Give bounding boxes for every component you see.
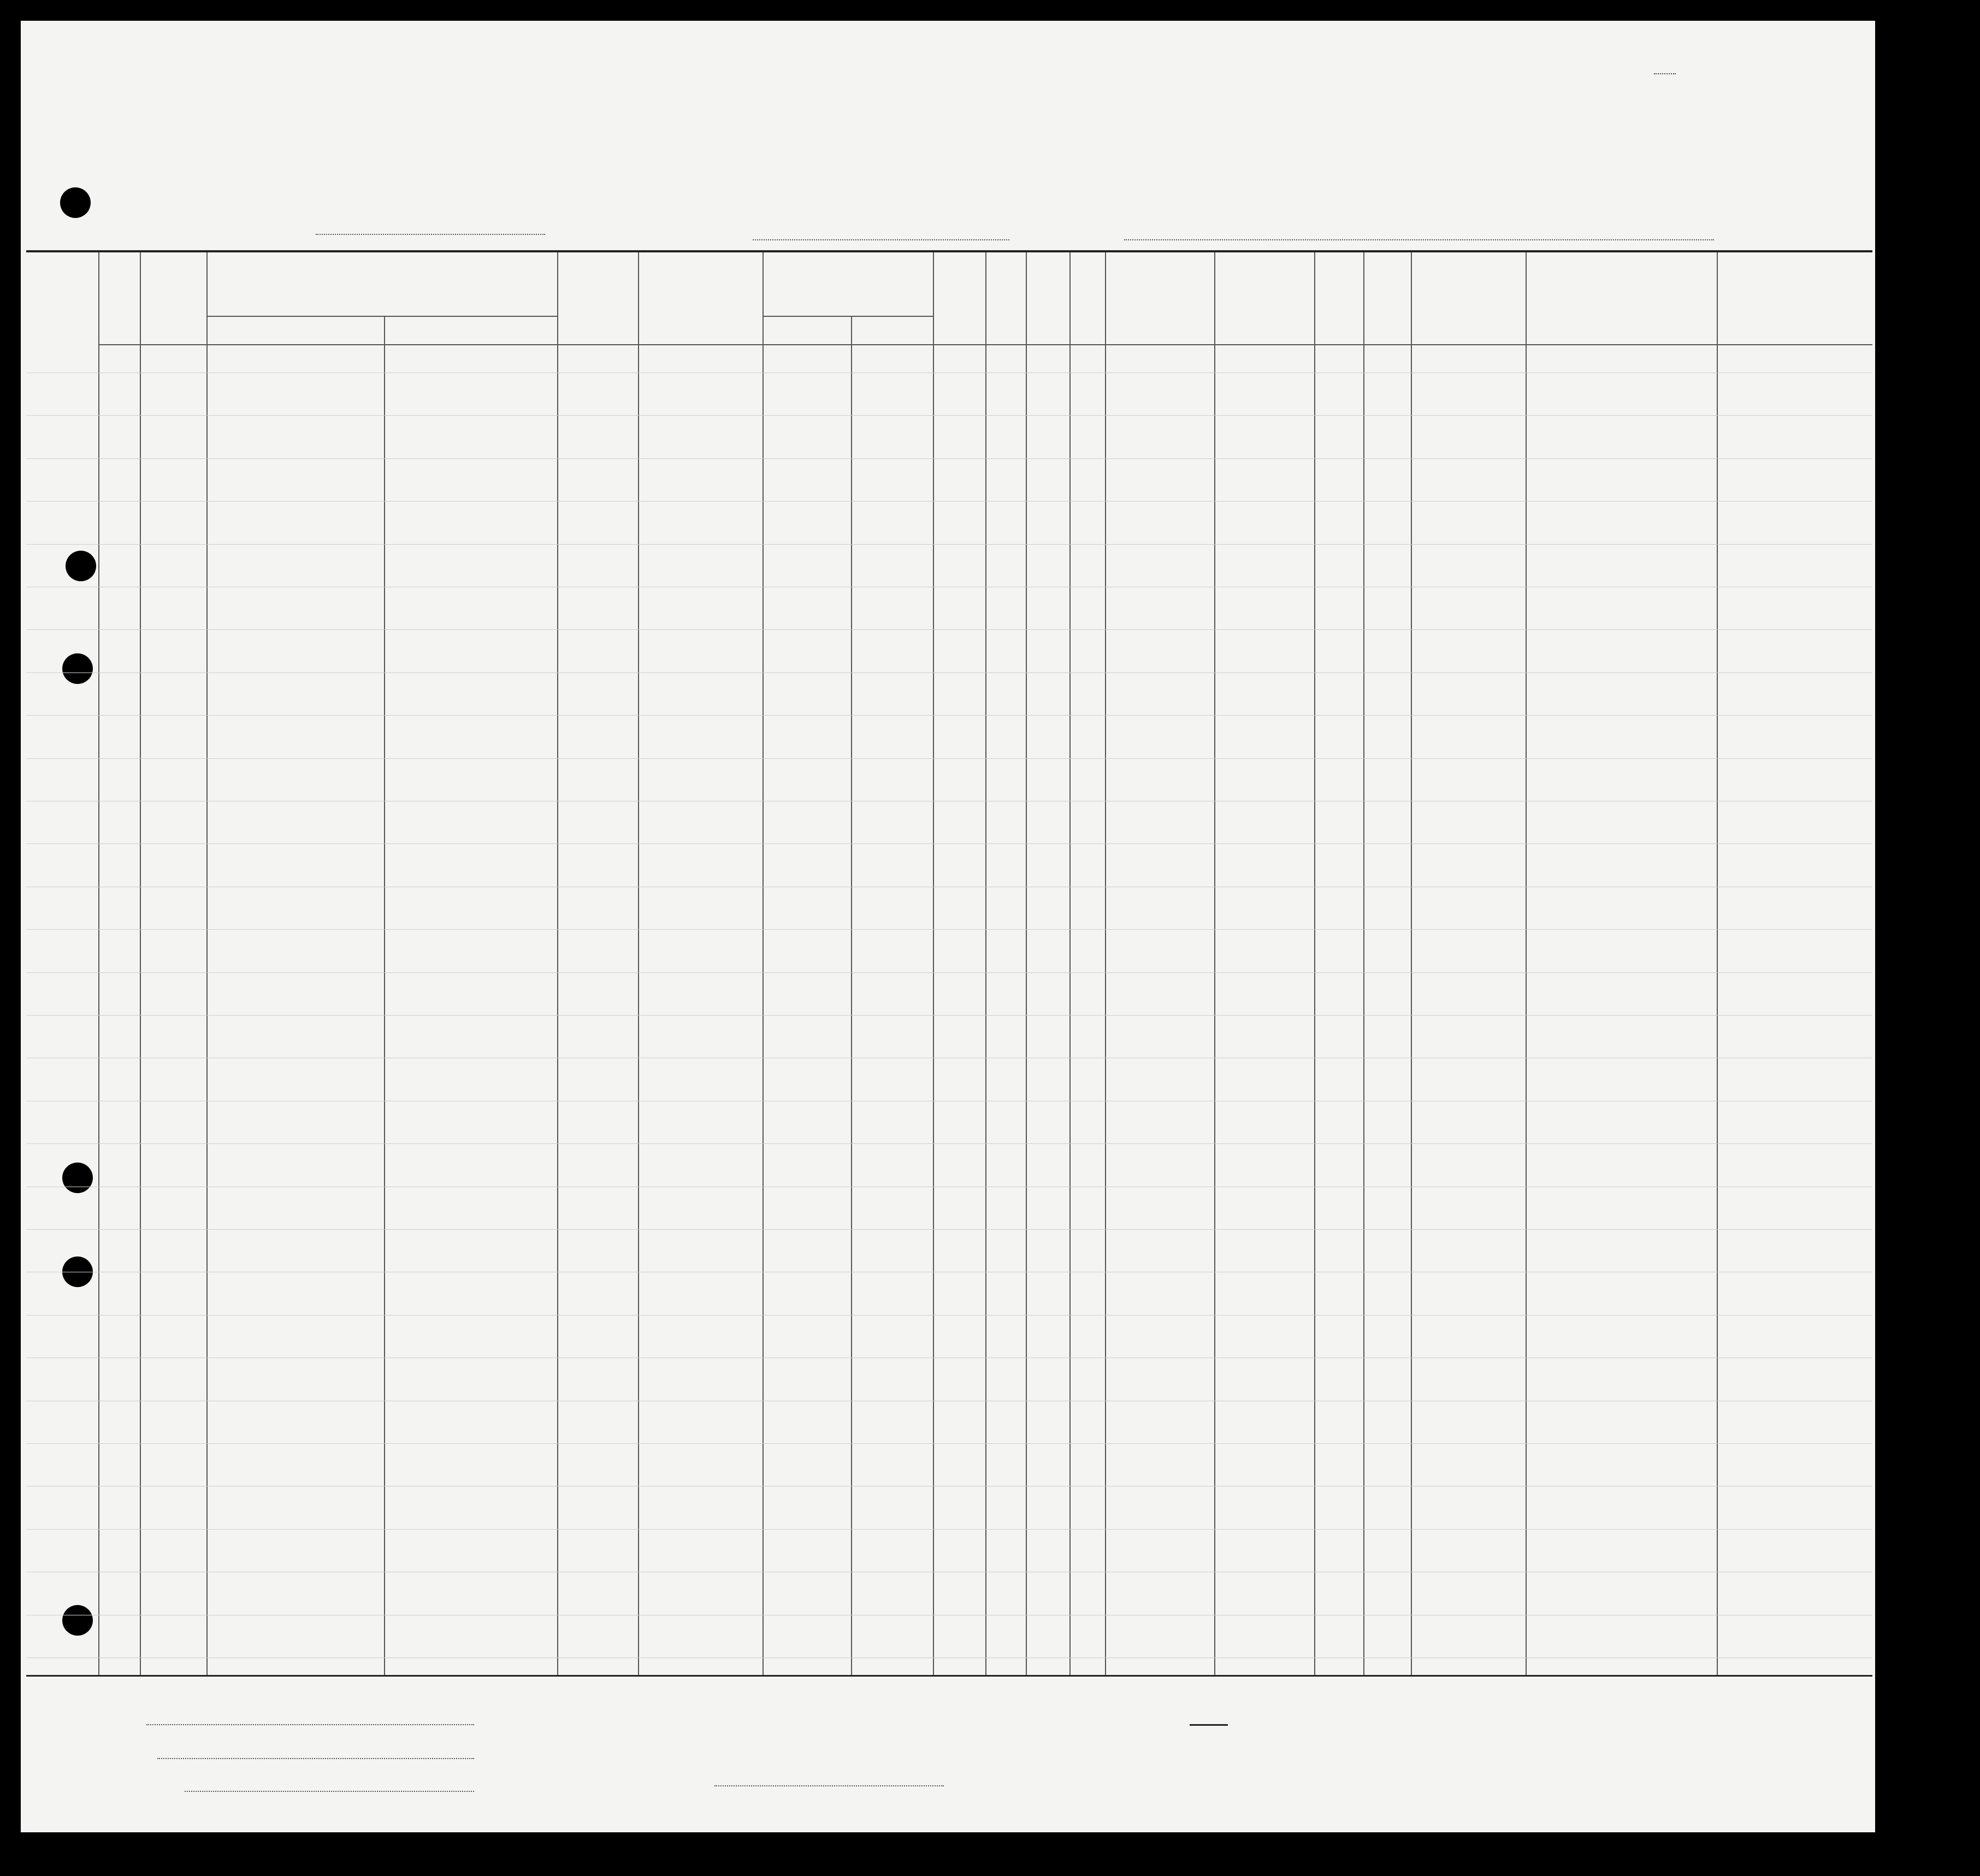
column-rule <box>933 252 934 1675</box>
table-body-rule <box>26 1657 1872 1658</box>
column-rule <box>1026 252 1027 1675</box>
name-split-rule <box>384 316 385 1675</box>
line-dotline <box>146 1724 474 1725</box>
note-block <box>1304 1766 1364 1790</box>
table-body-rule <box>26 629 1872 630</box>
column-rule <box>140 252 141 1675</box>
manifest-page <box>21 21 1875 1832</box>
punch-hole <box>62 1163 93 1193</box>
table-body-rule <box>26 672 1872 673</box>
table-body-rule <box>26 929 1872 930</box>
vessel-dotline <box>316 234 545 235</box>
table-body-rule <box>26 972 1872 973</box>
column-rule <box>206 252 208 1675</box>
column-rule <box>1214 252 1215 1675</box>
shipped-split-rule <box>851 316 852 1675</box>
agents-dotline <box>185 1791 474 1792</box>
table-top-rule <box>26 250 1872 252</box>
table-body-rule <box>26 501 1872 502</box>
sheet-value <box>1654 52 1676 74</box>
table-bottom-rule <box>26 1675 1872 1677</box>
table-body-rule <box>26 415 1872 416</box>
punch-hole <box>62 1605 93 1636</box>
column-rule <box>1717 252 1718 1675</box>
inspector-dotline <box>714 1785 944 1786</box>
column-rule <box>1105 252 1106 1675</box>
table-body-rule <box>26 1443 1872 1444</box>
punch-hole <box>60 187 91 218</box>
table-body-rule <box>26 544 1872 545</box>
column-rule <box>1363 252 1364 1675</box>
column-rule <box>985 252 986 1675</box>
table-body-rule <box>26 1529 1872 1530</box>
table-body-rule <box>26 1015 1872 1016</box>
sheet-number <box>1648 52 1676 74</box>
shipped-subheader-rule <box>763 316 933 317</box>
table-body-rule <box>26 758 1872 759</box>
name-subheader-rule <box>206 316 557 317</box>
column-rule <box>1411 252 1412 1675</box>
table-body-rule <box>26 843 1872 844</box>
column-rule <box>1314 252 1315 1675</box>
punch-hole <box>62 653 93 684</box>
owners-dotline <box>157 1758 474 1759</box>
punch-hole <box>66 551 96 581</box>
column-rule <box>1526 252 1527 1675</box>
column-rule <box>557 252 558 1675</box>
arrival-dotline <box>1124 239 1714 240</box>
column-rule <box>1069 252 1071 1675</box>
table-body-rule <box>26 1143 1872 1144</box>
table-body-rule <box>26 458 1872 459</box>
table-body-rule <box>26 715 1872 716</box>
column-rule <box>763 252 764 1675</box>
column-rule <box>638 252 639 1675</box>
from-port-dotline <box>753 239 1009 240</box>
table-body-rule <box>26 1229 1872 1230</box>
column-rule <box>98 252 99 1675</box>
tally-rule <box>1190 1724 1228 1726</box>
